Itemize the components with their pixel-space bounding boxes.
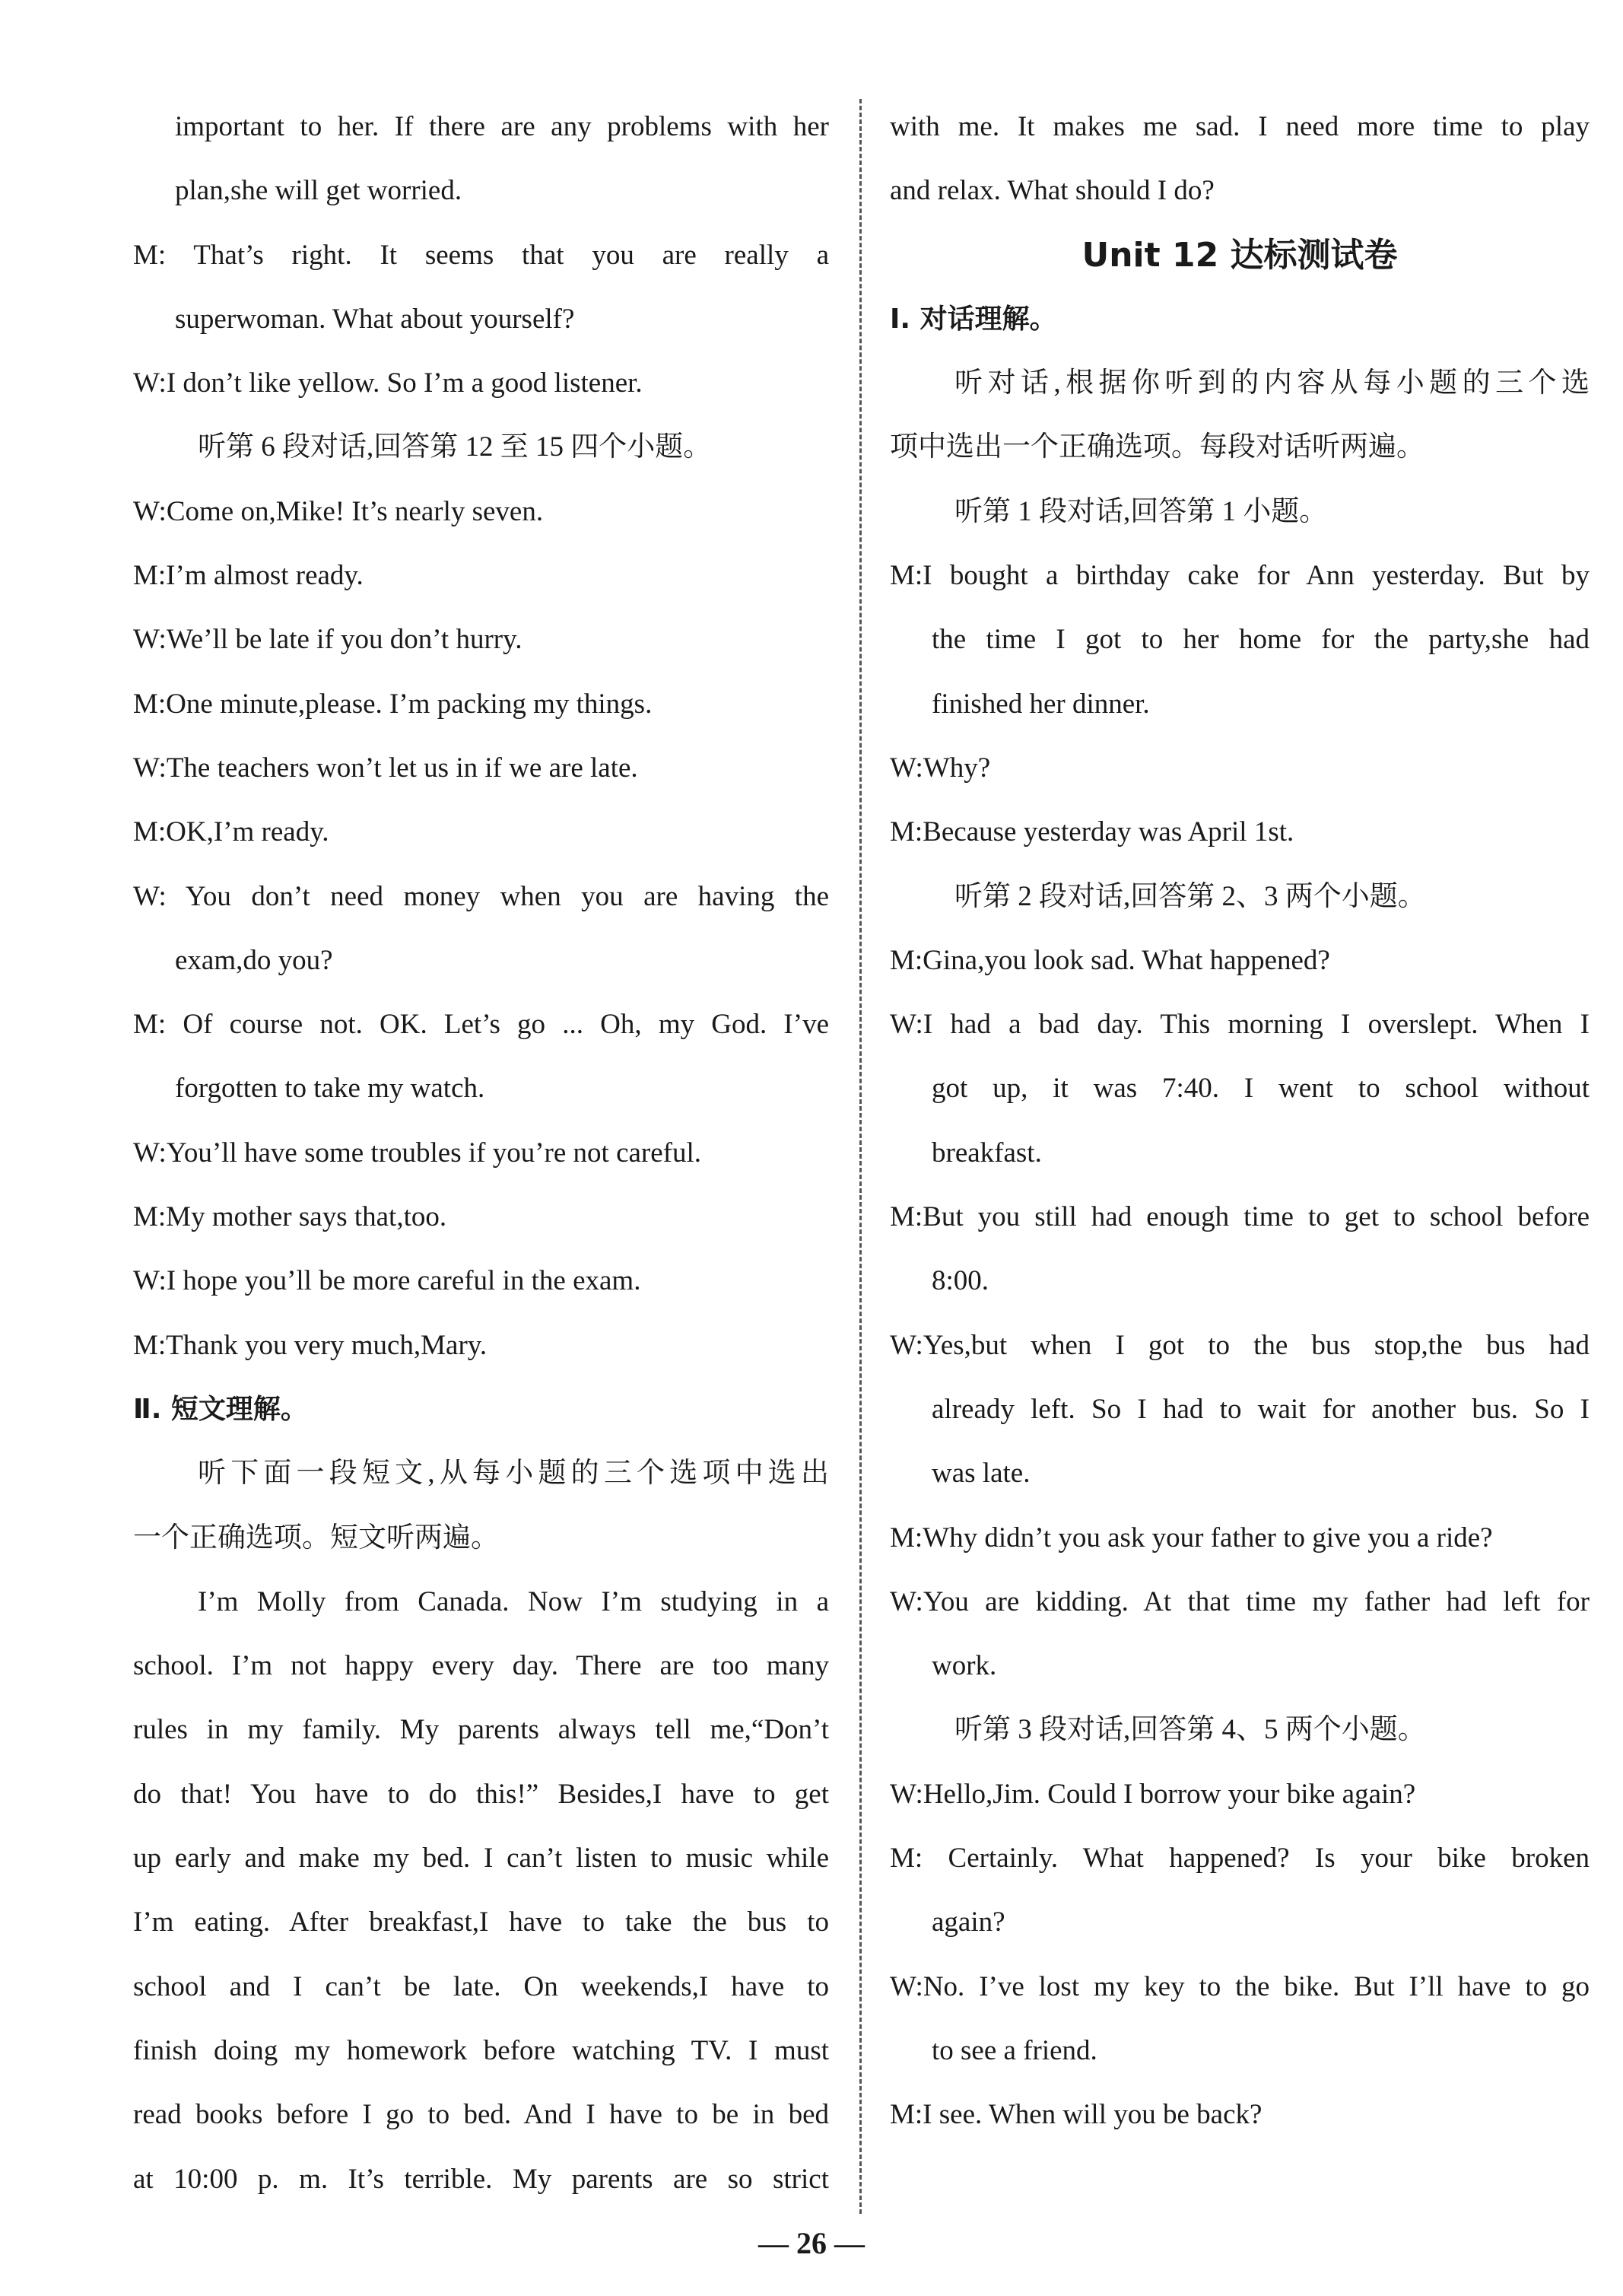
column-divider bbox=[859, 99, 862, 2214]
text-line: M: Certainly. What happened? Is your bike broken bbox=[890, 1843, 1590, 1875]
text-line: M:Why didn’t you ask your father to give you a ride? bbox=[890, 1522, 1493, 1553]
text-line: up early and make my bed. I can’t listen to music while bbox=[133, 1843, 829, 1875]
text-line: to see a friend. bbox=[932, 2034, 1097, 2066]
text-line: Ⅰ. 对话理解。 bbox=[890, 303, 1057, 335]
text-line: I’m eating. After breakfast,I have to take the bus to bbox=[133, 1906, 829, 1938]
text-line: Unit 12 达标测试卷 bbox=[1081, 235, 1398, 275]
text-line: 项中选出一个正确选项。每段对话听两遍。 bbox=[890, 431, 1424, 463]
text-line: school. I’m not happy every day. There are too many bbox=[133, 1650, 829, 1682]
text-line: M:One minute,please. I’m packing my things. bbox=[133, 688, 653, 720]
text-line: 听第 3 段对话,回答第 4、5 两个小题。 bbox=[954, 1714, 1426, 1746]
text-line: W:You’ll have some troubles if you’re not careful. bbox=[133, 1137, 702, 1169]
text-line: W: You don’t need money when you are having the bbox=[133, 880, 829, 912]
text-line: at 10:00 p. m. It’s terrible. My parents are so strict bbox=[133, 2163, 829, 2195]
text-line: W:I don’t like yellow. So I’m a good listener. bbox=[133, 367, 643, 399]
text-line: finished her dinner. bbox=[932, 688, 1150, 720]
text-line: W:Hello,Jim. Could I borrow your bike again? bbox=[890, 1778, 1416, 1810]
text-line: W:I had a bad day. This morning I overslept. When I bbox=[890, 1009, 1590, 1041]
text-line: was late. bbox=[932, 1458, 1031, 1490]
right-column bbox=[890, 95, 1590, 2148]
text-line: I’m Molly from Canada. Now I’m studying in a bbox=[198, 1585, 829, 1617]
text-line: 听下面一段短文,从每小题的三个选项中选出 bbox=[198, 1458, 829, 1490]
text-line: rules in my family. My parents always tell me,“Don’t bbox=[133, 1714, 829, 1746]
text-line: W:Why? bbox=[890, 752, 991, 784]
text-line: W:Come on,Mike! It’s nearly seven. bbox=[133, 495, 544, 527]
text-line: plan,she will get worried. bbox=[175, 175, 462, 207]
text-line: read books before I go to bed. And I have to be in bed bbox=[133, 2099, 829, 2131]
text-line: Ⅱ. 短文理解。 bbox=[133, 1393, 308, 1425]
text-line: M:Because yesterday was April 1st. bbox=[890, 816, 1294, 848]
text-line: M:My mother says that,too. bbox=[133, 1201, 447, 1233]
text-line: breakfast. bbox=[932, 1137, 1042, 1169]
text-line: and relax. What should I do? bbox=[890, 175, 1215, 207]
text-line: finish doing my homework before watching TV. I must bbox=[133, 2034, 829, 2066]
text-line: W:I hope you’ll be more careful in the exam. bbox=[133, 1265, 641, 1297]
text-line: M:Gina,you look sad. What happened? bbox=[890, 944, 1330, 976]
text-line: school and I can’t be late. On weekends,I have to bbox=[133, 1970, 829, 2002]
text-line: M:Thank you very much,Mary. bbox=[133, 1329, 488, 1361]
text-line: got up, it was 7:40. I went to school without bbox=[932, 1073, 1590, 1105]
text-line: with me. It makes me sad. I need more time to play bbox=[890, 111, 1590, 142]
text-line: important to her. If there are any problems with her bbox=[175, 111, 829, 142]
text-line: M:OK,I’m ready. bbox=[133, 816, 329, 848]
text-line: the time I got to her home for the party,she had bbox=[932, 624, 1590, 656]
text-line: W:You are kidding. At that time my father had left for bbox=[890, 1585, 1590, 1617]
page-number: — 26 — bbox=[758, 2226, 865, 2260]
text-line: M:I see. When will you be back? bbox=[890, 2099, 1263, 2131]
text-line: 8:00. bbox=[932, 1265, 989, 1297]
text-line: again? bbox=[932, 1906, 1005, 1938]
text-line: W:Yes,but when I got to the bus stop,the bus had bbox=[890, 1329, 1590, 1361]
text-line: M:I bought a birthday cake for Ann yesterday. But by bbox=[890, 560, 1590, 592]
text-line: M:I’m almost ready. bbox=[133, 560, 364, 592]
left-column bbox=[133, 95, 829, 2212]
text-line: W:We’ll be late if you don’t hurry. bbox=[133, 624, 522, 656]
text-line: 听对话,根据你听到的内容从每小题的三个选 bbox=[954, 367, 1590, 399]
text-line: W:The teachers won’t let us in if we are late. bbox=[133, 752, 638, 784]
text-line: forgotten to take my watch. bbox=[175, 1073, 485, 1105]
text-line: already left. So I had to wait for another bus. So I bbox=[932, 1393, 1590, 1425]
text-line: 听第 6 段对话,回答第 12 至 15 四个小题。 bbox=[198, 431, 712, 463]
text-line: M: Of course not. OK. Let’s go ... Oh, my God. I’ve bbox=[133, 1009, 829, 1041]
text-line: M:But you still had enough time to get to school before bbox=[890, 1201, 1590, 1233]
text-line: work. bbox=[932, 1650, 997, 1682]
text-line: 听第 2 段对话,回答第 2、3 两个小题。 bbox=[954, 880, 1426, 912]
text-line: 一个正确选项。短文听两遍。 bbox=[133, 1522, 499, 1553]
text-line: superwoman. What about yourself? bbox=[175, 303, 575, 335]
text-line: M: That’s right. It seems that you are really a bbox=[133, 239, 829, 271]
text-line: exam,do you? bbox=[175, 944, 333, 976]
text-line: do that! You have to do this!” Besides,I have to get bbox=[133, 1778, 829, 1810]
text-line: W:No. I’ve lost my key to the bike. But I’ll have to go bbox=[890, 1970, 1590, 2002]
text-line: 听第 1 段对话,回答第 1 小题。 bbox=[954, 495, 1328, 527]
